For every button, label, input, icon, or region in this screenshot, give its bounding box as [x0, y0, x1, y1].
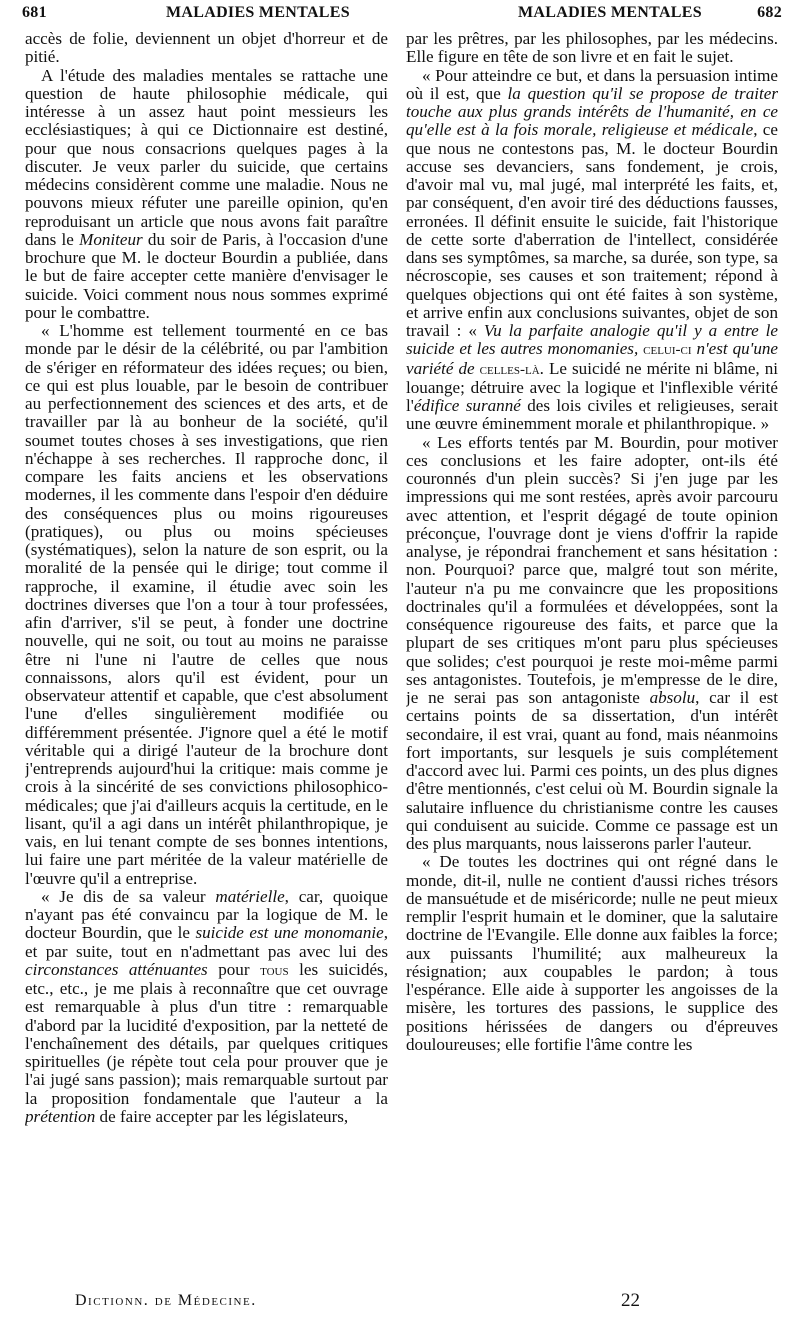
left-column: [25, 30, 388, 1288]
running-head: [18, 4, 782, 26]
page-footer: [25, 1288, 778, 1310]
paragraph: « Les efforts tentés par M. Bourdin, pour motiver ces conclusions et les faire adopter, ont-ils été couronnés d'un plein succès? Si j'en juge par les impressions qui me sont restées, après avoir parcouru avec attention, et l'esprit dégagé de toute opinion préconçue, l'ouvrage dont je viens d'offrir la rapide analyse, je répondrai franchement et sans hésitation : non. Pourquoi? parce que, malgré tout son mérite, l'auteur n'a pu me convaincre que les propositions doctrinales qu'il a formulées et développées, sont la conséquence rigoureuse des faits, et parce que la plupart de ses critiques m'ont paru plus spécieuses que solides; c'est pourquoi je reste moi-même parmi ses antagonistes. Toutefois, je m'empresse de le dire, je ne serai pas son antagoniste absolu, car il est certains points de sa dissertation, d'un intérêt secondaire, il est vrai, quant au fond, mais néanmoins fort importants, sur lesquels je suis complétement d'accord avec lui. Parmi ces points, un des plus dignes d'être mentionnés, c'est celui où M. Bourdin signale la salutaire influence du christianisme contre les causes qui conduisent au suicide. Comme ce passage est un des plus marquants, nous laisserons parler l'auteur.: [406, 432, 778, 853]
paragraph: par les prêtres, par les philosophes, par les médecins. Elle figure en tête de son livre et en fait le sujet.: [406, 30, 778, 67]
running-title-left: MALADIES MENTALES: [166, 4, 350, 21]
paragraph: « L'homme est tellement tourmenté en ce bas monde par le désir de la célébrité, ou par l'ambition de s'ériger en réformateur des idées reçues; ou bien, ce qui est plus louable, par le besoin de contribuer au perfectionnement des sciences et des arts, et de travailler par là au bonheur de la société, qu'il soumet toutes choses à ses investigations, que rien n'échappe à ses recherches. Il rapproche donc, il compare les faits anciens et les observations modernes, il les commente dans l'espoir d'en déduire des conséquences plus ou moins rigoureuses (pratiques), ou plus ou moins spécieuses (systématiques), selon la nature de son esprit, ou la moralité de la pensée qui le dirige; tout comme il rapproche, il examine, il étudie avec soin les doctrines diverses que l'on a tour à tour professées, afin d'arriver, s'il se peut, à fonder une doctrine nouvelle, qui ne soit, ou tout au moins ne paraisse être ni l'une ni l'autre de celles que nous connaissons, alors qu'il est évident, pour un observateur attentif et capable, que c'est absolument l'une d'elles singulièrement modifiée ou différemment présentée. J'ignore quel a été le motif véritable qui a dirigé l'auteur de la brochure dont j'entreprends aujourd'hui la critique: mais comme je crois à la sincérité de ses convictions philosophico-médicales; que j'ai d'ailleurs acquis la certitude, en le lisant, qu'il a agi dans un intérêt philanthropique, je vais, en lui tenant compte de ses bonnes intentions, lui faire une part méritée de la valeur matérielle de l'œuvre qu'il a entreprise.: [25, 321, 388, 888]
signature-number: 22: [621, 1290, 640, 1311]
paragraph: A l'étude des maladies mentales se rattache une question de haute philosophie médicale, qui intéresse à un assez haut point messieurs les ecclésiastiques; à qui ce Dictionnaire est destiné, pour que nous consacrions quelques pages à la discuter. Je veux parler du suicide, que certains médecins considèrent comme une maladie. Nous ne pouvons mieux réfuter une pareille opinion, qu'en reproduisant un article que nous avons fait paraître dans le Moniteur du soir de Paris, à l'occasion d'une brochure que M. le docteur Bourdin a publiée, dans le but de faire accepter cette manière d'envisager le suicide. Voici comment nous nous sommes exprimé pour le combattre.: [25, 65, 388, 322]
paragraph: « Je dis de sa valeur matérielle, car, quoique n'ayant pas été convaincu par la logique de M. le docteur Bourdin, que le suicide est une monomanie, et par suite, tout en n'admettant pas avec lui des circonstances atténuantes pour tous les suicidés, etc., etc., je me plais à reconnaître que cet ouvrage est remarquable à plus d'un titre : remarquable d'abord par la lucidité d'exposition, par la netteté de l'enchaînement des détails, par quelques critiques spirituelles (je répète tout cela pour prouver que je l'ai jugé sans passion); mais remarquable surtout par la proposition fondamentale que l'auteur a la prétention de faire accepter par les législateurs,: [25, 886, 388, 1126]
paragraph: « Pour atteindre ce but, et dans la persuasion intime où il est, que la question qu'il se propose de traiter touche aux plus grands intérêts de l'humanité, en ce qu'elle est à la fois morale, religieuse et médicale, ce que nous ne contestons pas, M. le docteur Bourdin accuse ses devanciers, sans fondement, je crois, d'avoir mal vu, mal jugé, mal interprété les faits, et, par conséquent, d'en avoir tiré des déductions fausses, erronées. Il définit ensuite le suicide, fait l'historique de cette sorte d'aberration de l'intellect, considérée dans ses symptômes, sa marche, sa durée, son type, sa nécroscopie, ses causes et son traitement; répond à quelques objections qui ont été faites à son système, et arrive enfin aux conclusions suivantes, objet de son travail : « Vu la parfaite analogie qu'il y a entre le suicide et les autres monomanies, celui-ci n'est qu'une variété de celles-là. Le suicidé ne mérite ni blâme, ni louange; détruire avec la logique et l'inflexible vérité l'édifice suranné des lois civiles et religieuses, serait une œuvre éminemment morale et philanthropique. »: [406, 65, 778, 434]
running-title-right: MALADIES MENTALES: [518, 4, 702, 21]
right-column: [406, 30, 778, 1288]
page-number-left: 681: [22, 4, 47, 21]
paragraph: « De toutes les doctrines qui ont régné dans le monde, dit-il, nulle ne contient d'aussi riches trésors de mansuétude et de miséricorde; nulle ne peut mieux remplir l'esprit humain et le dominer, que la salutaire doctrine de l'Evangile. Elle donne aux faibles la force; aux puissants l'humilité; aux malheureux la résignation; aux coupables le pardon; à tous l'espérance. Elle aide à supporter les angoisses de la misère, les tortures des passions, le supplice des positions hérissées de dangers ou d'épreuves douloureuses; elle fortifie l'âme contre les: [406, 852, 778, 1054]
printer-signature: Dictionn. de Médecine.: [75, 1292, 257, 1309]
page-number-right: 682: [757, 4, 782, 21]
paragraph: accès de folie, deviennent un objet d'horreur et de pitié.: [25, 30, 388, 67]
